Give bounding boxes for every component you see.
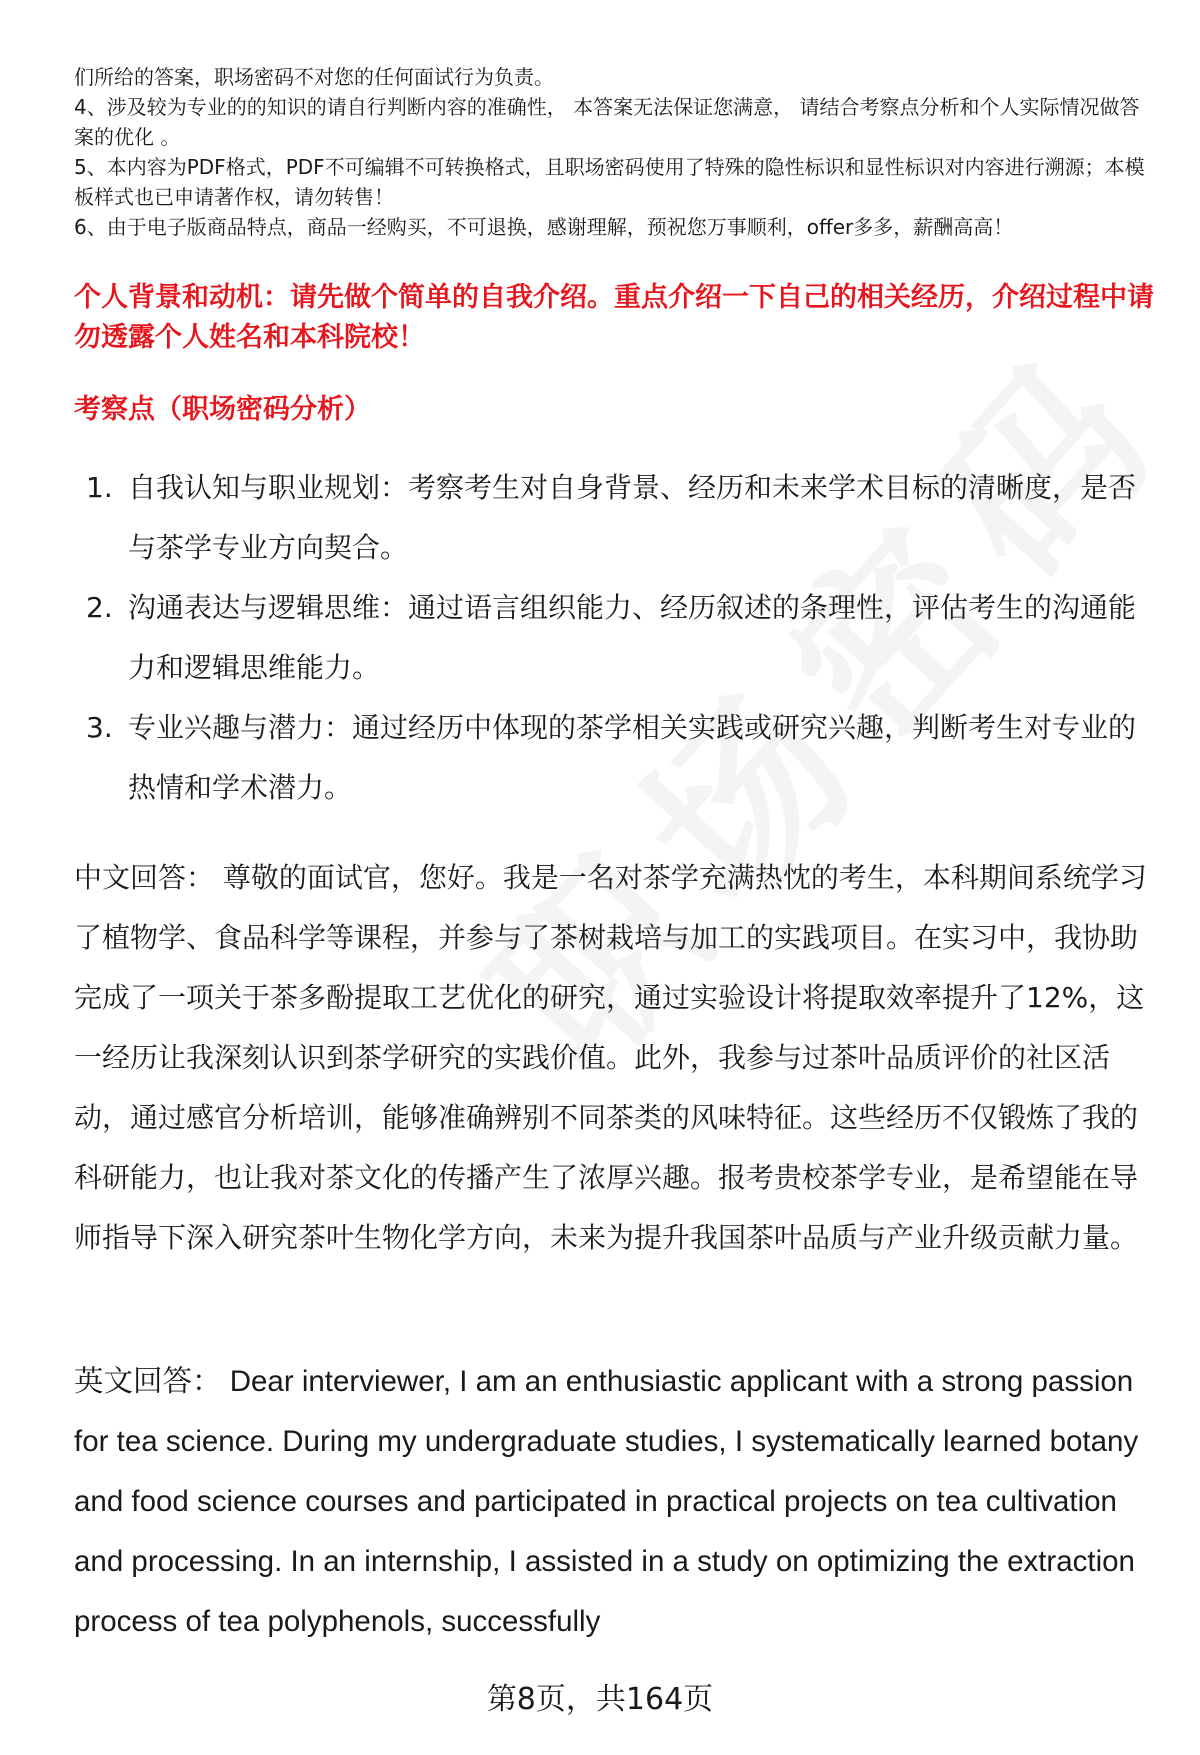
note-line: 5、本内容为PDF格式，PDF不可编辑不可转换格式，且职场密码使用了特殊的隐性标识和显性标识对内容进行溯源；本模板样式也已申请著作权，请勿转售！	[74, 155, 1145, 209]
interview-question: 个人背景和动机：请先做个简单的自我介绍。重点介绍一下自己的相关经历，介绍过程中请勿透露个人姓名和本科院校！	[74, 282, 1154, 353]
key-point-text: 沟通表达与逻辑思维：通过语言组织能力、经历叙述的条理性，评估考生的沟通能力和逻辑思维能力。	[128, 591, 1137, 684]
page-number: 第8页，共164页	[486, 1682, 714, 1717]
key-point-number: 1.	[86, 471, 113, 504]
disclaimer-notes	[74, 62, 1154, 242]
key-point-item	[74, 458, 1154, 578]
chinese-answer: 中文回答： 尊敬的面试官，您好。我是一名对茶学充满热忱的考生，本科期间系统学习了植物学、食品科学等课程，并参与了茶树栽培与加工的实践项目。在实习中，我协助完成了一项关于茶多酚提取工艺优化的研究，通过实验设计将提取效率提升了12%，这一经历让我深刻认识到茶学研究的实践价值。此外，我参与过茶叶品质评价的社区活动，通过感官分析培训，能够准确辨别不同茶类的风味特征。这些经历不仅锻炼了我的科研能力，也让我对茶文化的传播产生了浓厚兴趣。报考贵校茶学专业，是希望能在导师指导下深入研究茶叶生物化学方向，未来为提升我国茶叶品质与产业升级贡献力量。	[74, 861, 1147, 1254]
key-point-number: 2.	[86, 591, 113, 624]
key-point-text: 自我认知与职业规划：考察考生对自身背景、经历和未来学术目标的清晰度，是否与茶学专业方向契合。	[128, 471, 1137, 564]
key-point-number: 3.	[86, 711, 113, 744]
english-answer: 英文回答： Dear interviewer, I am an enthusiastic applicant with a strong passion for tea science. During my undergraduate studies, I systematically learned botany and food science courses and participated in practical projects on tea cultivation and processing. In an internship, I assisted in a study on optimizing the extraction process of tea polyphenols, successfully	[74, 1365, 1139, 1638]
note-line: 6、由于电子版商品特点，商品一经购买，不可退换，感谢理解，预祝您万事顺利，offer多多，薪酬高高！	[74, 215, 1014, 239]
key-points-list	[74, 458, 1154, 818]
key-point-text: 专业兴趣与潜力：通过经历中体现的茶学相关实践或研究兴趣，判断考生对专业的热情和学术潜力。	[128, 711, 1137, 804]
key-point-item	[74, 698, 1154, 818]
note-line: 们所给的答案，职场密码不对您的任何面试行为负责。	[74, 65, 554, 89]
key-point-item	[74, 578, 1154, 698]
note-line: 4、涉及较为专业的的知识的请自行判断内容的准确性， 本答案无法保证您满意， 请结合考察点分析和个人实际情况做答案的优化 。	[74, 95, 1140, 149]
key-points-heading: 考察点（职场密码分析）	[74, 394, 371, 425]
